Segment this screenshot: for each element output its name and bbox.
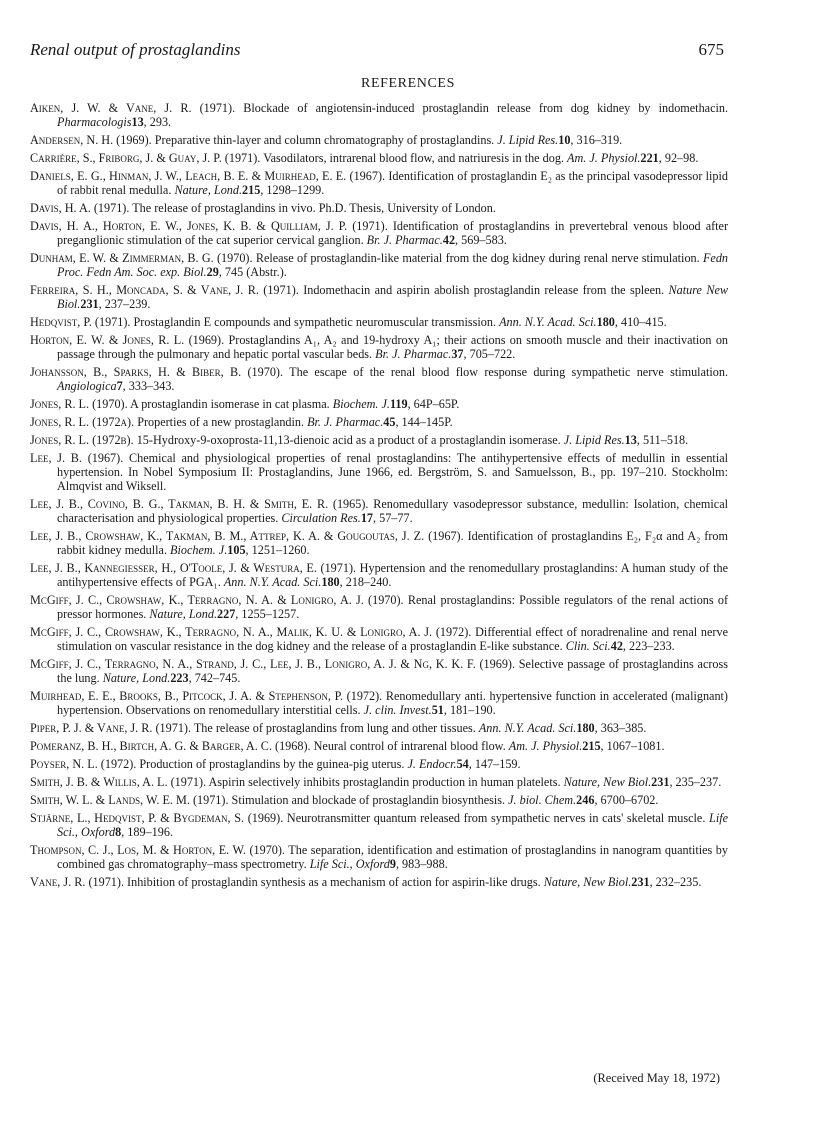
reference-volume: 105 xyxy=(227,543,246,557)
reference-journal: J. Lipid Res. xyxy=(563,433,625,447)
reference-volume: 227 xyxy=(217,607,236,621)
reference-volume: 180 xyxy=(596,315,615,329)
reference-journal: Ann. N.Y. Acad. Sci. xyxy=(499,315,597,329)
reference-entry xyxy=(30,283,728,311)
reference-entry xyxy=(30,657,728,685)
reference-journal: J. clin. Invest. xyxy=(363,703,432,717)
reference-authors: Jones, R. L. (1970). xyxy=(30,397,128,411)
reference-pages: , 1255–1257. xyxy=(235,607,300,621)
reference-volume: 7 xyxy=(116,379,123,393)
reference-volume: 119 xyxy=(389,397,408,411)
reference-volume: 45 xyxy=(383,415,396,429)
reference-pages: , 745 (Abstr.). xyxy=(218,265,287,279)
reference-authors: Andersen, N. H. (1969). xyxy=(30,133,152,147)
reference-entry xyxy=(30,365,728,393)
reference-journal: Angiologica xyxy=(57,379,117,393)
reference-authors: Daniels, E. G., Hinman, J. W., Leach, B. E. & Muirhead, E. E. (1967). xyxy=(30,169,386,183)
reference-authors: Davis, H. A., Horton, E. W., Jones, K. B. & Quilliam, J. P. (1971). xyxy=(30,219,388,233)
reference-volume: 13 xyxy=(131,115,144,129)
reference-title: Identification of prostaglandins E₂, F₂α and A₂ from rabbit kidney medulla. xyxy=(57,529,728,557)
reference-journal: Biochem. J. xyxy=(332,397,390,411)
reference-entry xyxy=(30,721,728,735)
reference-pages: , 57–77. xyxy=(373,511,413,525)
reference-title: Inhibition of prostaglandin synthesis as a mechanism of action for aspirin-like drugs. xyxy=(127,875,541,889)
reference-entry xyxy=(30,775,728,789)
reference-title: Renal prostaglandins: Possible regulators of the renal actions of pressor hormones. xyxy=(57,593,729,621)
reference-authors: Horton, E. W. & Jones, R. L. (1969). xyxy=(30,333,225,347)
reference-entry xyxy=(30,151,728,165)
reference-journal: Clin. Sci. xyxy=(565,639,611,653)
reference-title: Blockade of angiotensin-induced prostaglandin release from dog kidney by indomethacin. xyxy=(243,101,729,115)
reference-entry xyxy=(30,219,728,247)
reference-authors: Ferreira, S. H., Moncada, S. & Vane, J. R. (1971). xyxy=(30,283,299,297)
reference-title: Properties of a new prostaglandin. xyxy=(137,415,305,429)
reference-pages: , 1251–1260. xyxy=(245,543,310,557)
reference-journal: Br. J. Pharmac. xyxy=(366,233,443,247)
reference-authors: Jones, R. L. (1972a). xyxy=(30,415,135,429)
reference-title: Production of prostaglandins by the guinea-pig uterus. xyxy=(139,757,405,771)
reference-title: Differential effect of noradrenaline and renal nerve stimulation on vascular resistance in the dog kidney and the release of a prostaglandin E-like substance. xyxy=(57,625,728,653)
reference-title: Renomedullary vasodepressor substance, medullin: Isolation, chemical characterisation and physiological properties. xyxy=(57,497,729,525)
reference-journal: Br. J. Pharmac. xyxy=(307,415,384,429)
reference-pages: , 92–98. xyxy=(658,151,699,165)
reference-journal: Ann. N.Y. Acad. Sci. xyxy=(223,575,322,589)
reference-entry xyxy=(30,169,728,197)
reference-pages: , 189–196. xyxy=(121,825,173,839)
reference-authors: Johansson, B., Sparks, H. & Biber, B. (1970). xyxy=(30,365,284,379)
reference-entry xyxy=(30,689,728,717)
reference-entry xyxy=(30,739,728,753)
reference-list xyxy=(30,101,728,893)
reference-title: Neurotransmitter quantum released from sympathetic nerves in cats' skeletal muscle. xyxy=(286,811,706,825)
reference-pages: , 705–722. xyxy=(463,347,516,361)
reference-volume: 13 xyxy=(624,433,637,447)
reference-pages: , 181–190. xyxy=(443,703,496,717)
reference-authors: McGiff, J. C., Terragno, N. A., Strand, J. C., Lee, J. B., Lonigro, A. J. & Ng, K. K. F. (1969). xyxy=(30,657,516,671)
reference-entry xyxy=(30,497,728,525)
reference-authors: Lee, J. B., Covino, B. G., Takman, B. H. & Smith, E. R. (1965). xyxy=(30,497,369,511)
reference-entry xyxy=(30,397,728,411)
reference-entry xyxy=(30,251,728,279)
reference-authors: Poyser, N. L. (1972). xyxy=(30,757,137,771)
reference-authors: Pomeranz, B. H., Birtch, A. G. & Barger, A. C. (1968). xyxy=(30,739,311,753)
reference-volume: 42 xyxy=(610,639,623,653)
reference-title: Prostaglandin E compounds and sympathetic neuromuscular transmission. xyxy=(133,315,497,329)
received-date: (Received May 18, 1972) xyxy=(593,1071,720,1085)
reference-journal: Nature, New Biol. xyxy=(543,875,632,889)
reference-volume: 231 xyxy=(651,775,670,789)
reference-pages: , 1067–1081. xyxy=(600,739,665,753)
reference-pages: , 235–237. xyxy=(669,775,722,789)
reference-volume: 10 xyxy=(558,133,571,147)
reference-volume: 54 xyxy=(456,757,469,771)
reference-volume: 215 xyxy=(242,183,261,197)
reference-volume: 221 xyxy=(640,151,659,165)
reference-journal: Nature, Lond. xyxy=(149,607,218,621)
reference-pages: , 293. xyxy=(143,115,172,129)
reference-title: Hypertension and the renomedullary prostaglandins: A human study of the antihypertensive effects of PGA₁. xyxy=(57,561,729,589)
reference-journal: Life Sci., Oxford xyxy=(57,811,729,839)
reference-journal: Nature, Lond. xyxy=(102,671,171,685)
reference-authors: Aiken, J. W. & Vane, J. R. (1971). xyxy=(30,101,236,115)
reference-volume: 223 xyxy=(170,671,189,685)
reference-authors: Vane, J. R. (1971). xyxy=(30,875,124,889)
reference-pages: , 410–415. xyxy=(614,315,667,329)
reference-entry xyxy=(30,843,728,871)
reference-title: Preparative thin-layer and column chromatography of prostaglandins. xyxy=(154,133,495,147)
reference-entry xyxy=(30,757,728,771)
reference-authors: Jones, R. L. (1972b). xyxy=(30,433,134,447)
reference-title: Selective passage of prostaglandins across the lung. xyxy=(57,657,728,685)
reference-entry xyxy=(30,201,728,215)
reference-title: Renomedullary anti. hypertensive function in accelerated (malignant) hypertension. Observations on renomedullary interstitial cells. xyxy=(57,689,728,717)
reference-authors: McGiff, J. C., Crowshaw, K., Terragno, N. A. & Lonigro, A. J. (1970). xyxy=(30,593,404,607)
reference-volume: 29 xyxy=(206,265,219,279)
reference-journal: Circulation Res. xyxy=(281,511,361,525)
reference-entry xyxy=(30,101,728,129)
reference-title: Indomethacin and aspirin abolish prostaglandin release from the spleen. xyxy=(303,283,665,297)
reference-journal: Life Sci., Oxford xyxy=(309,857,390,871)
reference-volume: 215 xyxy=(582,739,601,753)
reference-authors: Stjärne, L., Hedqvist, P. & Bygdeman, S. (1969). xyxy=(30,811,284,825)
reference-volume: 17 xyxy=(360,511,374,525)
reference-entry xyxy=(30,415,728,429)
reference-journal: Am. J. Physiol. xyxy=(508,739,583,753)
reference-title: Aspirin selectively inhibits prostaglandin production in human platelets. xyxy=(208,775,561,789)
reference-volume: 8 xyxy=(115,825,122,839)
reference-entry xyxy=(30,451,728,493)
reference-title: Stimulation and blockade of prostaglandin biosynthesis. xyxy=(231,793,506,807)
reference-authors: Piper, P. J. & Vane, J. R. (1971). xyxy=(30,721,192,735)
reference-title: A prostaglandin isomerase in cat plasma. xyxy=(130,397,330,411)
reference-title: Release of prostaglandin-like material from the dog kidney during renal nerve stimulation. xyxy=(255,251,700,265)
reference-entry xyxy=(30,793,728,807)
reference-journal: Nature, New Biol. xyxy=(563,775,652,789)
reference-pages: , 333–343. xyxy=(122,379,175,393)
reference-volume: 246 xyxy=(576,793,595,807)
reference-entry xyxy=(30,561,728,589)
reference-authors: Muirhead, E. E., Brooks, B., Pitcock, J. A. & Stephenson, P. (1972). xyxy=(30,689,383,703)
reference-title: The release of prostaglandins from lung and other tissues. xyxy=(193,721,476,735)
reference-title: 15-Hydroxy-9-oxoprosta-11,13-dienoic acid as a product of a prostaglandin isomerase. xyxy=(136,433,561,447)
page-number: 675 xyxy=(698,40,724,59)
reference-pages: , 1298–1299. xyxy=(260,183,325,197)
reference-journal: Br. J. Pharmac. xyxy=(375,347,452,361)
reference-entry xyxy=(30,875,728,889)
reference-pages: , 237–239. xyxy=(98,297,151,311)
reference-pages: , 742–745. xyxy=(188,671,241,685)
reference-journal: Biochem. J. xyxy=(170,543,228,557)
reference-volume: 231 xyxy=(80,297,99,311)
reference-entry xyxy=(30,333,728,361)
reference-journal: Ann. N.Y. Acad. Sci. xyxy=(478,721,577,735)
reference-journal: Nature, Lond. xyxy=(174,183,243,197)
reference-volume: 180 xyxy=(576,721,595,735)
reference-pages: , 144–145P. xyxy=(395,415,453,429)
reference-pages: , 983–988. xyxy=(395,857,448,871)
reference-authors: Lee, J. B., Kannegiesser, H., O'Toole, J. & Westura, E. (1971). xyxy=(30,561,357,575)
reference-volume: 9 xyxy=(389,857,396,871)
reference-volume: 42 xyxy=(442,233,456,247)
reference-journal: Fedn Proc. Fedn Am. Soc. exp. Biol. xyxy=(57,251,729,279)
reference-title: Neural control of intrarenal blood flow. xyxy=(313,739,506,753)
reference-title: Identification of prostaglandins in prevertebral venous blood after preganglionic stimulation of the cat superior cervical ganglion. xyxy=(57,219,729,247)
reference-journal: Nature New Biol. xyxy=(57,283,728,311)
reference-pages: , 6700–6702. xyxy=(594,793,659,807)
reference-title: The separation, identification and estimation of prostaglandins in nanogram quantities by combined gas chromatography–mass spectrometry. xyxy=(57,843,728,871)
reference-pages: , 363–385. xyxy=(594,721,647,735)
reference-title: Vasodilators, intrarenal blood flow, and natriuresis in the dog. xyxy=(263,151,564,165)
reference-pages: , 316–319. xyxy=(570,133,623,147)
reference-authors: Carrière, S., Friborg, J. & Guay, J. P. (1971). xyxy=(30,151,261,165)
reference-pages: , 511–518. xyxy=(636,433,689,447)
reference-authors: Lee, J. B. (1967). xyxy=(30,451,124,465)
reference-authors: Lee, J. B., Crowshaw, K., Takman, B. M., Attrep, K. A. & Gougoutas, J. Z. (1967). xyxy=(30,529,464,543)
reference-authors: Smith, J. B. & Willis, A. L. (1971). xyxy=(30,775,207,789)
reference-authors: McGiff, J. C., Crowshaw, K., Terragno, N. A., Malik, K. U. & Lonigro, A. J. (1972). xyxy=(30,625,472,639)
reference-title: Identification of prostaglandin E₂ as the principal vasodepressor lipid of rabbit renal medulla. xyxy=(57,169,728,197)
reference-pages: , 223–233. xyxy=(622,639,675,653)
running-title: Renal output of prostaglandins xyxy=(30,40,241,59)
reference-entry xyxy=(30,315,728,329)
reference-journal: Pharmacologis xyxy=(57,115,132,129)
reference-pages: , 232–235. xyxy=(649,875,702,889)
reference-volume: 51 xyxy=(431,703,444,717)
reference-authors: Thompson, C. J., Los, M. & Horton, E. W. (1970). xyxy=(30,843,285,857)
reference-pages: , 147–159. xyxy=(468,757,521,771)
reference-volume: 180 xyxy=(321,575,340,589)
reference-entry xyxy=(30,433,728,447)
reference-entry xyxy=(30,593,728,621)
reference-journal: J. Lipid Res. xyxy=(497,133,559,147)
reference-title: Chemical and physiological properties of renal prostaglandins: The antihypertensive effects of medullin in essential hypertension. In Nobel Symposium II: Prostaglandins, June 1966, ed. Bergström, S. and Samuelsson, B., pp. 197–210. Stockholm: Almqvist and Wiksell. xyxy=(57,451,728,493)
reference-title: The escape of the renal blood flow response during sympathetic nerve stimulation. xyxy=(289,365,728,379)
section-title: REFERENCES xyxy=(361,76,455,91)
reference-entry xyxy=(30,133,728,147)
reference-pages: , 569–583. xyxy=(455,233,507,247)
reference-entry xyxy=(30,625,728,653)
reference-authors: Smith, W. L. & Lands, W. E. M. (1971). xyxy=(30,793,229,807)
reference-title: Prostaglandins A₁, A₂ and 19-hydroxy A₁; their actions on smooth muscle and their inactivation on passage through the pulmonary and hepatic portal vascular beds. xyxy=(57,333,729,361)
reference-journal: Am. J. Physiol. xyxy=(567,151,641,165)
reference-journal: J. biol. Chem. xyxy=(508,793,577,807)
reference-pages: , 64P–65P. xyxy=(407,397,460,411)
reference-pages: , 218–240. xyxy=(339,575,392,589)
reference-title: The release of prostaglandins in vivo. Ph.D. Thesis, University of London. xyxy=(132,201,496,215)
reference-entry xyxy=(30,811,728,839)
reference-journal: J. Endocr. xyxy=(407,757,457,771)
reference-authors: Davis, H. A. (1971). xyxy=(30,201,130,215)
reference-volume: 37 xyxy=(451,347,464,361)
reference-authors: Hedqvist, P. (1971). xyxy=(30,315,131,329)
reference-entry xyxy=(30,529,728,557)
reference-authors: Dunham, E. W. & Zimmerman, B. G. (1970). xyxy=(30,251,253,265)
reference-volume: 231 xyxy=(631,875,650,889)
